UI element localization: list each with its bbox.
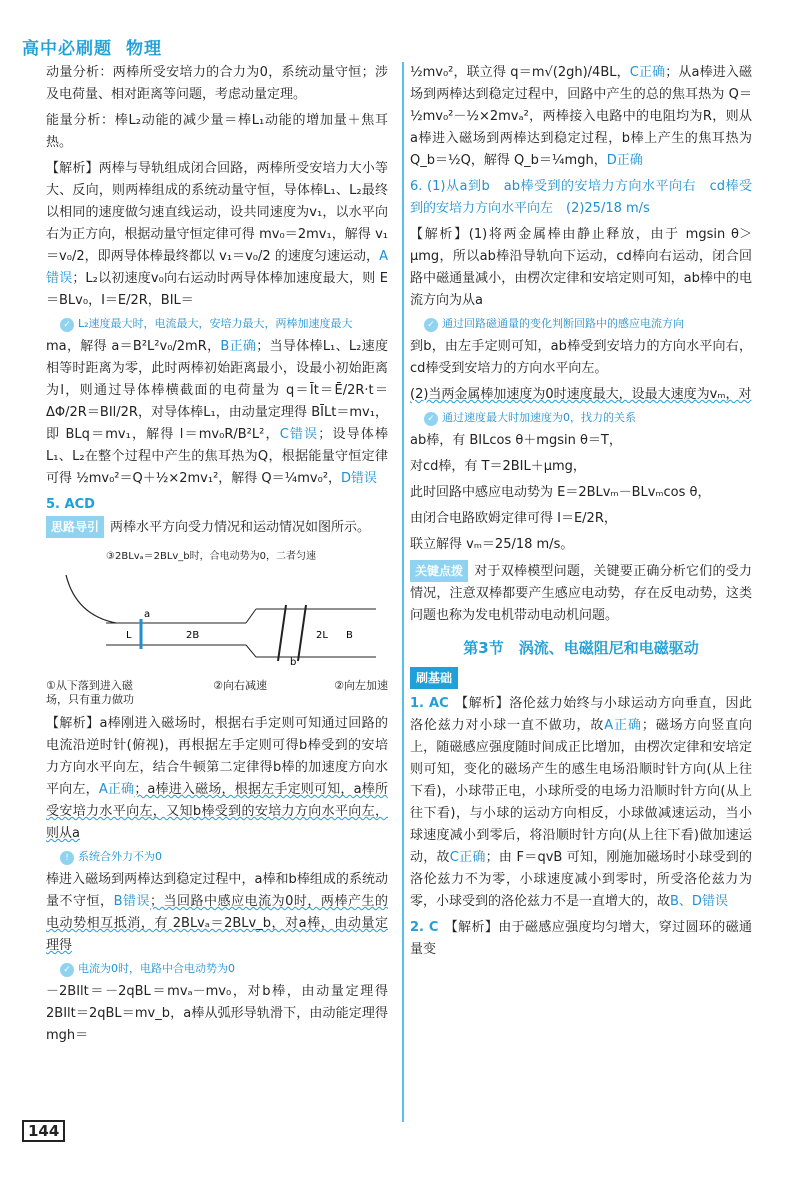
answer-mark: C错误	[279, 427, 319, 442]
paragraph	[46, 869, 388, 957]
fig-caption-top: ③2BLvₐ＝2BLv_b时，合电动势为0，二者匀速	[106, 551, 317, 562]
tip-note	[60, 961, 388, 977]
fig-label-b: b	[290, 657, 297, 665]
text: 棒进入磁场到两棒达到稳定过程中，a棒和b棒组成的系统动量不守恒，	[46, 872, 388, 909]
text: ；当回路中感应电流为0时，两棒产生的电动势相互抵消，有 2BLvₐ＝2BLv_b，对a棒，由动量定理得	[46, 894, 388, 953]
tip-icon: ✓	[60, 963, 74, 977]
paragraph: 到b，由左手定则可知，ab棒受到安培力的方向水平向右，cd棒受到安培力的方向水平向左。	[410, 339, 752, 376]
text: 【解析】由于磁感应强度均匀增大，穿过圆环的磁通量变	[410, 920, 752, 957]
rail-step	[246, 609, 256, 623]
fig-label-a: a	[144, 609, 151, 620]
page-number: 144	[22, 1120, 65, 1142]
fig-label-L: L	[126, 630, 132, 641]
arc-rail	[66, 575, 116, 623]
text: ；设导体棒L₁、L₂在整个过程中产生的焦耳热为Q，根据能量守恒定律可得 ½mv₀²＝Q＋½×2mv₁²，解得 Q＝¼mv₀²，	[46, 427, 388, 486]
paragraph	[46, 158, 388, 312]
answer-mark: C正确	[449, 850, 486, 865]
question-6-answer: 6. (1)从a到b ab棒受到的安培力方向水平向右 cd棒受到的安培力方向水平向左 (2)25/18 m/s	[410, 179, 752, 216]
tip-note	[60, 849, 388, 865]
basic-label: 刷基础	[410, 667, 458, 689]
paragraph: 此时回路中感应电动势为 E＝2BLvₘ－BLvₘcos θ，	[410, 485, 711, 500]
paragraph	[46, 336, 388, 490]
question-number: 1. AC	[410, 696, 449, 711]
text: 【解析】两棒与导轨组成闭合回路，两棒所受安培力大小等大、反向，则两棒组成的系统动量守恒，导体棒L₁、L₂最终以相同的速度做匀速直线运动，设共同速度为v₁，以水平向右为正方向，根据动量守恒定律可得 mv₀＝2mv₁，解得 v₁＝v₀/2，即两导体棒最终都以 v₁＝v₀/2 的速度匀速运动，	[46, 161, 388, 264]
paragraph: 【解析】(1)将两金属棒由静止释放，由于 mgsin θ＞μmg，所以ab棒沿导轨向下运动，cd棒向右运动，闭合回路中磁通量减小，由楞次定律和安培定则可知，ab棒中的电流方向为从a	[410, 227, 752, 308]
answer-mark: D错误	[341, 471, 378, 486]
tip-note	[424, 410, 752, 426]
rod-b	[278, 605, 286, 661]
paragraph	[410, 917, 752, 961]
fig-label-2B: 2B	[186, 630, 200, 641]
fig-caption-3: ②向左加速	[334, 679, 388, 692]
text: ；L₂以初速度v₀向右运动时两导体棒加速度最大，则 E＝BLv₀，I＝E/2R，BIL＝	[46, 271, 388, 308]
text: ；从a棒进入磁场到两棒达到稳定过程中，回路中产生的总的焦耳热为 Q＝½mv₀²－½×2mvₐ²，两棒接入电路中的电阻均为R，则从a棒进入磁场到两棒达到稳定过程，b棒上产生的焦耳热为 Q_b＝½Q，解得 Q_b＝¼mgh，	[410, 65, 753, 168]
fig-label-B: B	[346, 630, 353, 641]
paragraph: 动量分析：两棒所受安培力的合力为0，系统动量守恒；涉及电荷量、相对距离等问题，考虑动量定理。	[46, 65, 388, 102]
rail-diagram	[46, 545, 388, 665]
answer-mark: A正确	[98, 782, 135, 797]
guide-label: 思路导引	[46, 516, 104, 538]
text: 【解析】洛伦兹力始终与小球运动方向垂直，因此洛伦兹力对小球一直不做功，故	[410, 696, 752, 733]
fig-captions	[46, 679, 388, 707]
guide	[46, 516, 388, 539]
fig-caption-1: ①从下落到进入磁场，只有重力做功	[46, 679, 134, 706]
paragraph	[410, 693, 752, 913]
tip-icon: ✓	[424, 412, 438, 426]
paragraph	[410, 62, 752, 172]
answer-mark: B正确	[220, 339, 257, 354]
text: ；磁场方向竖直向上，随磁感应强度随时间成正比增加，由楞次定律和安培定则可知，变化的磁场产生的感生电场沿顺时针方向(从上往下看)，小球带正电，小球所受的电场力沿顺时针方向(从上往下看)，与小球的运动方向相反，小球做减速运动，当小球速度减小到零后，将沿顺时针方向(从上往下看)做加速运动，故	[410, 718, 752, 865]
text: ；当导体棒L₁、L₂速度相等时距离为零，此时两棒初始距离最小，设最小初始距离为l，则通过导体棒横截面的电荷量为 q＝Īt＝Ē/2R·t＝ΔΦ/2R＝BIl/2R，对导体棒L₁，由动量定理得 BĪLt＝mv₁，即 BLq＝mv₁，解得 l＝mv₀R/B²L²，	[46, 339, 388, 442]
question-number: 5. ACD	[46, 497, 95, 512]
text: ；a棒进入磁场，根据左手定则可知，a棒所受安培力水平向左，又知b棒受到的安培力方向水平向左，则从a	[46, 782, 388, 841]
tip-text: 系统合外力不为0	[78, 850, 162, 863]
text: ½mv₀²，联立得 q＝m√(2gh)/4BL，	[410, 65, 630, 80]
section-title: 第3节 涡流、电磁阻尼和电磁驱动	[463, 639, 699, 657]
tip-text: L₂速度最大时，电流最大，安培力最大，两棒加速度最大	[78, 317, 353, 330]
paragraph: 联立解得 vₘ＝25/18 m/s。	[410, 537, 574, 552]
rail-step-b	[246, 645, 256, 657]
paragraph: (2)当两金属棒加速度为0时速度最大，设最大速度为vₘ，对	[410, 387, 752, 402]
subject-title: 物理	[126, 39, 162, 59]
tip-text: 通过速度最大时加速度为0，找力的关系	[442, 411, 636, 424]
page-header	[22, 34, 162, 59]
tip-text: 电流为0时，电路中合电动势为0	[78, 962, 235, 975]
paragraph	[46, 713, 388, 845]
key-label: 关键点拨	[410, 560, 468, 582]
column-divider	[402, 62, 404, 1122]
answer-mark: D正确	[606, 153, 643, 168]
right-column	[410, 62, 752, 965]
book-title: 高中必刷题	[22, 39, 112, 59]
answer-mark: A正确	[604, 718, 642, 733]
answer-mark: C正确	[629, 65, 666, 80]
key-text: 对于双棒模型问题，关键要正确分析它们的受力情况，注意双棒都要产生感应电动势，存在反电动势，这类问题也称为发电机带动电动机问题。	[410, 564, 752, 623]
paragraph: ab棒，有 BILcos θ＋mgsin θ＝T，	[410, 433, 622, 448]
guide-text: 两棒水平方向受力情况和运动情况如图所示。	[110, 520, 371, 535]
key-point	[410, 560, 752, 627]
paragraph: 对cd棒，有 T＝2BIL＋μmg，	[410, 459, 586, 474]
tip-icon: !	[60, 851, 74, 865]
tip-text: 通过回路磁通量的变化判断回路中的感应电流方向	[442, 317, 684, 330]
paragraph: 由闭合电路欧姆定律可得 I＝E/2R，	[410, 511, 617, 526]
fig-caption-2: ②向右减速	[213, 679, 267, 692]
tip-icon: ✓	[60, 318, 74, 332]
text: 【解析】a棒刚进入磁场时，根据右手定则可知通过回路的电流沿逆时针(俯视)，再根据左手定则可得b棒受到的安培力方向水平向左，结合牛顿第二定律得b棒的加速度方向水平向左，	[46, 716, 388, 797]
fig-label-2L: 2L	[316, 630, 328, 641]
question-number: 2. C	[410, 920, 439, 935]
answer-mark: A错误	[46, 249, 388, 286]
text: ；由 F＝qvB 可知，刚施加磁场时小球受到的洛伦兹力不为零，小球速度减小到零时，所受洛伦兹力为零，小球受到的洛伦兹力不是一直增大的，故	[410, 850, 753, 909]
left-column	[46, 62, 388, 1051]
tip-note	[424, 316, 752, 332]
tip-note	[60, 316, 388, 332]
paragraph: －2BIlt＝－2qBL＝mvₐ－mv₀，对b棒，由动量定理得 2BIlt＝2qBL＝mv_b，a棒从弧形导轨滑下，由动能定理得 mgh＝	[46, 984, 388, 1043]
answer-mark: B错误	[113, 894, 151, 909]
answer-mark: B、D错误	[670, 894, 728, 909]
rod-b2	[298, 605, 306, 661]
tip-icon: ✓	[424, 318, 438, 332]
paragraph: 能量分析：棒L₂动能的减少量＝棒L₁动能的增加量＋焦耳热。	[46, 113, 388, 150]
text: ma，解得 a＝B²L²v₀/2mR，	[46, 339, 221, 354]
